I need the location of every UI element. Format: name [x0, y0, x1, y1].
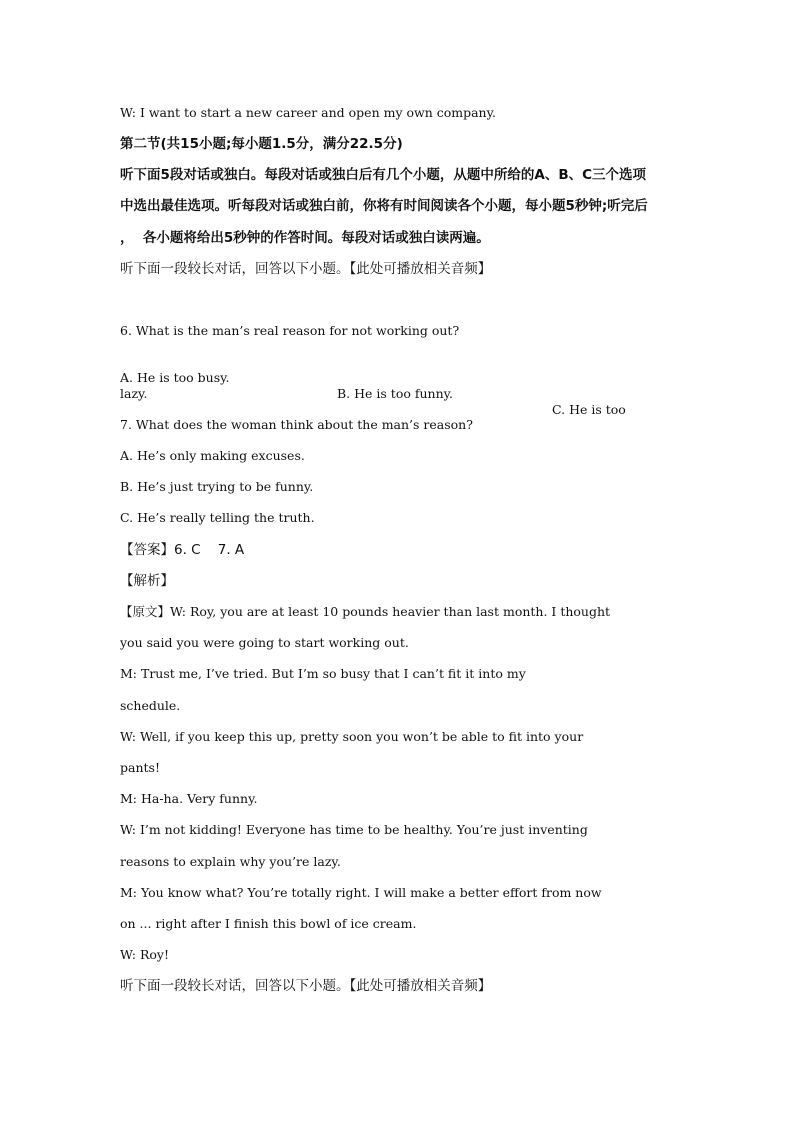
- answer-line: 【答案】6. C 7. A: [120, 542, 245, 558]
- transcript-line-10: M: You know what? You’re totally right. I will make a better effort from now: [120, 885, 602, 900]
- instruction-line-3: ， 各小题将给出5秒钟的作答时间。每段对话或独白读两遍。: [120, 230, 490, 246]
- transcript-line-3: M: Trust me, I’ve tried. But I’m so busy that I can’t fit it into my: [120, 666, 526, 681]
- q6-option-a: A. He is too busy.: [120, 370, 230, 385]
- q7-option-a: A. He’s only making excuses.: [120, 448, 305, 463]
- question-7: 7. What does the woman think about the man’s reason?: [120, 417, 473, 432]
- q6-option-c: C. He is too: [552, 402, 626, 417]
- transcript-line-12: W: Roy!: [120, 947, 169, 962]
- transcript-line-8: W: I’m not kidding! Everyone has time to be healthy. You’re just inventing: [120, 822, 588, 837]
- q6-option-c-continued: lazy.: [120, 386, 148, 401]
- instruction-line-2: 中选出最佳选项。听每段对话或独白前，你将有时间阅读各个小题，每小题5秒钟;听完后: [120, 198, 648, 214]
- question-6: 6. What is the man’s real reason for not working out?: [120, 323, 460, 338]
- transcript-line-5: W: Well, if you keep this up, pretty soon you won’t be able to fit into your: [120, 729, 584, 744]
- q7-option-c: C. He’s really telling the truth.: [120, 510, 315, 525]
- transcript-line-6: pants!: [120, 760, 160, 775]
- analysis-heading: 【解析】: [120, 573, 174, 589]
- q7-option-b: B. He’s just trying to be funny.: [120, 479, 314, 494]
- listen-prompt-1: 听下面一段较长对话，回答以下小题。【此处可播放相关音频】: [120, 261, 492, 277]
- dialogue-line-w-career: W: I want to start a new career and open my own company.: [120, 105, 496, 120]
- transcript-line-4: schedule.: [120, 698, 181, 713]
- transcript-line-1: 【原文】W: Roy, you are at least 10 pounds heavier than last month. I thought: [120, 604, 611, 619]
- instruction-line-1: 听下面5段对话或独白。每段对话或独白后有几个小题，从题中所给的A、B、C三个选项: [120, 167, 647, 183]
- transcript-line-9: reasons to explain why you’re lazy.: [120, 854, 341, 869]
- q6-option-b: B. He is too funny.: [337, 386, 453, 401]
- transcript-line-2: you said you were going to start working out.: [120, 635, 409, 650]
- section-heading: 第二节(共15小题;每小题1.5分，满分22.5分): [120, 136, 403, 152]
- transcript-line-7: M: Ha-ha. Very funny.: [120, 791, 258, 806]
- listen-prompt-2: 听下面一段较长对话，回答以下小题。【此处可播放相关音频】: [120, 978, 492, 994]
- transcript-line-11: on ... right after I finish this bowl of ice cream.: [120, 916, 417, 931]
